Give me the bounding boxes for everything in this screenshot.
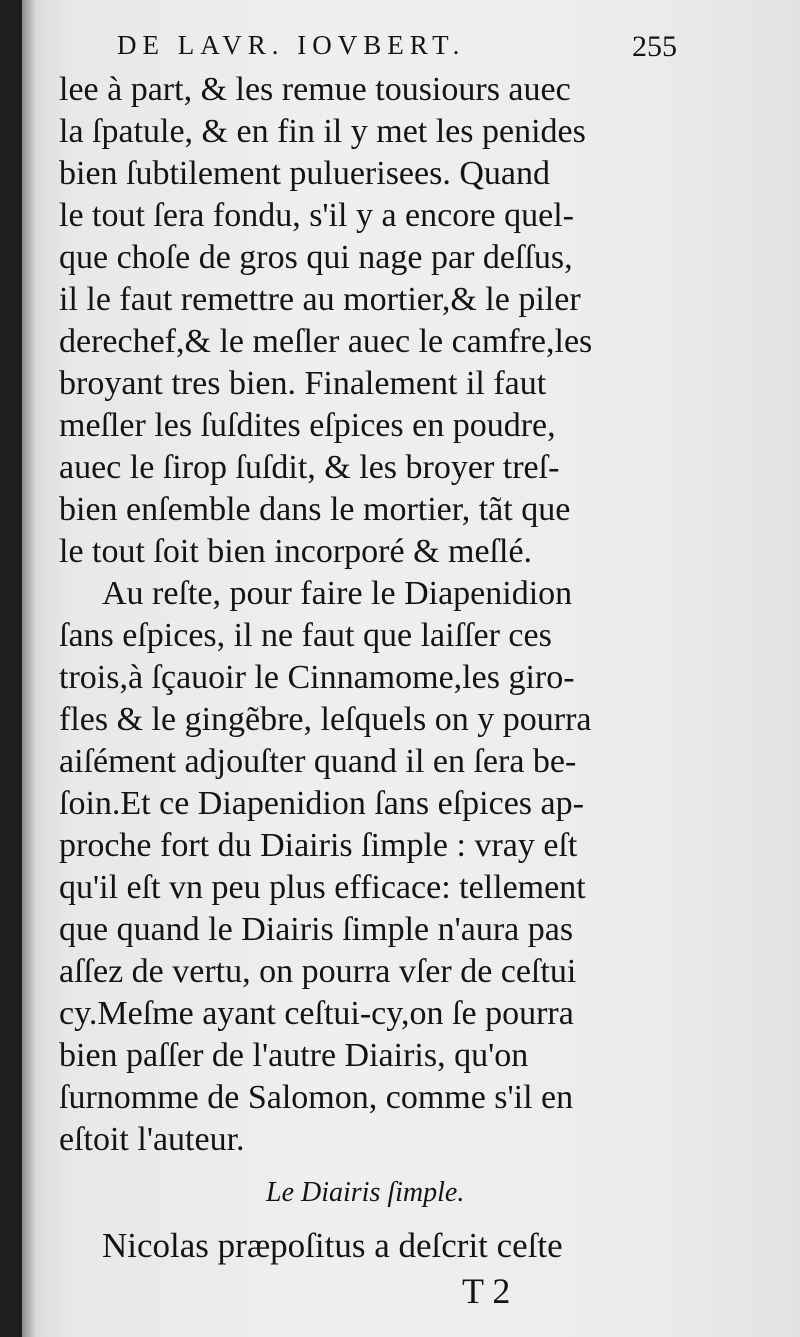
text-line: auec le ſirop ſuſdit, & les broyer treſ- bbox=[59, 449, 560, 486]
text-line: bien ſubtilement puluerisees. Quand bbox=[59, 155, 550, 192]
section-heading: Le Diairis ſimple. bbox=[266, 1177, 465, 1208]
signature-mark: T 2 bbox=[462, 1271, 511, 1311]
text-line: bien enſemble dans le mortier, tãt que bbox=[59, 491, 571, 528]
running-title: DE LAVR. IOVBERT. bbox=[117, 30, 466, 60]
text-line: il le faut remettre au mortier,& le piler bbox=[59, 281, 581, 318]
text-line: meſler les ſuſdites eſpices en poudre, bbox=[59, 407, 556, 444]
page-number: 255 bbox=[632, 30, 677, 63]
text-line: bien paſſer de l'autre Diairis, qu'on bbox=[59, 1037, 529, 1074]
book-page bbox=[22, 0, 800, 1337]
text-line: ſoin.Et ce Diapenidion ſans eſpices ap- bbox=[59, 785, 584, 822]
text-line: le tout ſera fondu, s'il y a encore quel- bbox=[59, 197, 574, 234]
text-line: proche fort du Diairis ſimple : vray eſt bbox=[59, 827, 578, 864]
text-line: derechef,& le meſler auec le camfre,les bbox=[59, 323, 593, 360]
text-line: fles & le gingẽbre, leſquels on y pourra bbox=[59, 701, 592, 738]
text-line: eſtoit l'auteur. bbox=[59, 1121, 245, 1158]
text-line: Nicolas præpoſitus a deſcrit ceſte bbox=[102, 1226, 563, 1265]
text-line: cy.Meſme ayant ceſtui-cy,on ſe pourra bbox=[59, 995, 574, 1032]
text-line: aiſément adjouſter quand il en ſera be- bbox=[59, 743, 577, 780]
text-line: lee à part, & les remue tousiours auec bbox=[59, 71, 571, 108]
text-line: le tout ſoit bien incorporé & meſlé. bbox=[59, 533, 533, 570]
text-line: que quand le Diairis ſimple n'aura pas bbox=[59, 911, 574, 948]
text-line: ſurnomme de Salomon, comme s'il en bbox=[59, 1079, 574, 1116]
text-line: ſans eſpices, il ne faut que laiſſer ces bbox=[59, 617, 552, 654]
paragraph-start-line: Au reſte, pour faire le Diapenidion bbox=[102, 575, 573, 612]
running-head bbox=[117, 30, 677, 70]
text-line: aſſez de vertu, on pourra vſer de ceſtui bbox=[59, 953, 577, 990]
text-line: la ſpatule, & en fin il y met les penides bbox=[59, 113, 586, 150]
text-line: qu'il eſt vn peu plus efficace: tellement bbox=[59, 869, 586, 906]
text-line: que choſe de gros qui nage par deſſus, bbox=[59, 239, 573, 276]
text-line: broyant tres bien. Finalement il faut bbox=[59, 365, 547, 402]
text-line: trois,à ſçauoir le Cinnamome,les giro- bbox=[59, 659, 575, 696]
